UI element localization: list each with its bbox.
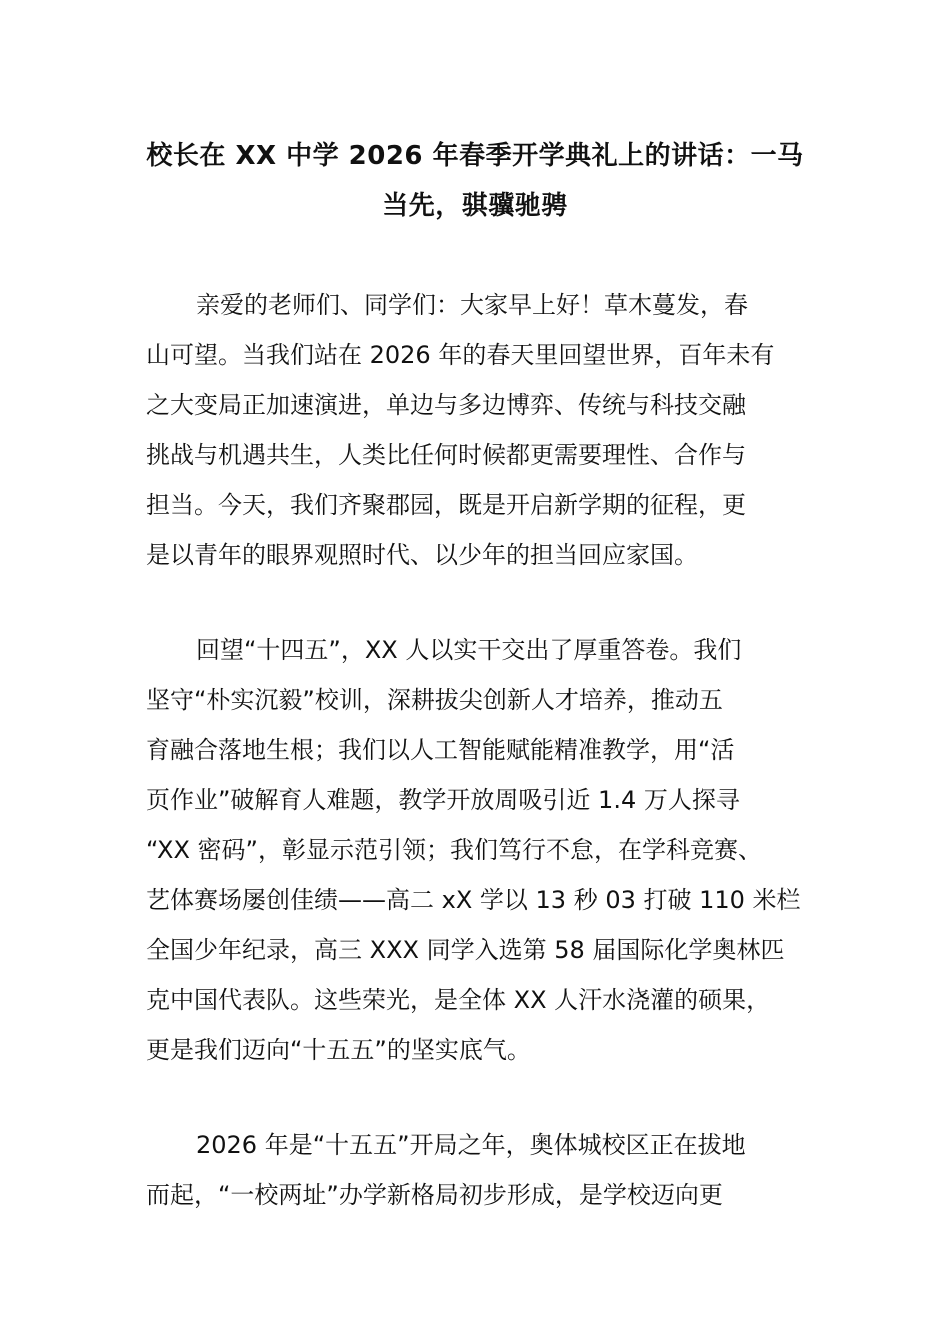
paragraph-line: 之大变局正加速演进，单边与多边博弈、传统与科技交融 — [146, 391, 746, 419]
paragraph-line: 回望“十四五”，XX 人以实干交出了厚重答卷。我们 — [196, 636, 742, 664]
paragraph-review — [146, 625, 808, 1075]
paragraph-line: 2026 年是“十五五”开局之年，奥体城校区正在拔地 — [196, 1131, 746, 1159]
paragraph-line: 全国少年纪录，高三 XXX 同学入选第 58 届国际化学奥林匹 — [146, 936, 785, 964]
paragraph-line: 更是我们迈向“十五五”的坚实底气。 — [146, 1036, 531, 1064]
paragraph-line: 挑战与机遇共生，人类比任何时候都更需要理性、合作与 — [146, 441, 746, 469]
title-line-2: 当先，骐骥驰骋 — [382, 191, 568, 221]
page-title — [140, 131, 810, 231]
paragraph-line: 是以青年的眼界观照时代、以少年的担当回应家国。 — [146, 541, 698, 569]
paragraph-line: 山可望。当我们站在 2026 年的春天里回望世界，百年未有 — [146, 341, 775, 369]
paragraph-line: 页作业”破解育人难题，教学开放周吸引近 1.4 万人探寻 — [146, 786, 740, 814]
title-line-1: 校长在 XX 中学 2026 年春季开学典礼上的讲话：一马 — [146, 141, 804, 171]
paragraph-line: 而起，“一校两址”办学新格局初步形成，是学校迈向更 — [146, 1181, 723, 1209]
paragraph-outlook — [146, 1120, 808, 1220]
paragraph-line: 克中国代表队。这些荣光，是全体 XX 人汗水浇灌的硕果， — [146, 986, 771, 1014]
paragraph-line: 担当。今天，我们齐聚郡园，既是开启新学期的征程，更 — [146, 491, 746, 519]
paragraph-line: 育融合落地生根；我们以人工智能赋能精准教学，用“活 — [146, 736, 735, 764]
paragraph-line: 艺体赛场屡创佳绩——高二 xX 学以 13 秒 03 打破 110 米栏 — [146, 886, 801, 914]
paragraph-line: 亲爱的老师们、同学们：大家早上好！草木蔓发，春 — [196, 291, 748, 319]
paragraph-line: “XX 密码”，彰显示范引领；我们笃行不怠，在学科竞赛、 — [146, 836, 762, 864]
paragraph-line: 坚守“朴实沉毅”校训，深耕拔尖创新人才培养，推动五 — [146, 686, 723, 714]
paragraph-greeting — [146, 280, 808, 580]
